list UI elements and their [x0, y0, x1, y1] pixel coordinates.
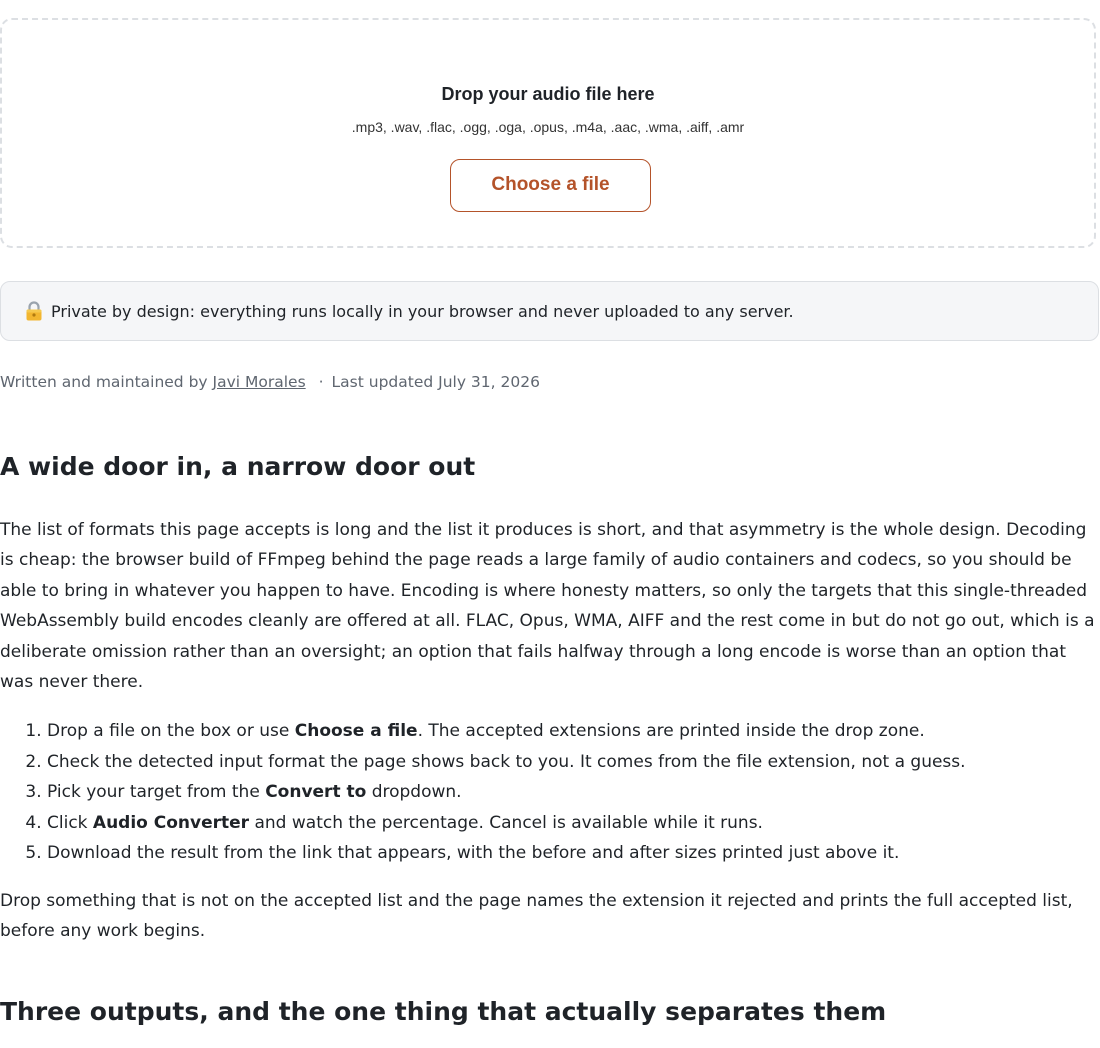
choose-file-button[interactable]: Choose a file	[450, 159, 651, 212]
accepted-formats: .mp3, .wav, .flac, .ogg, .oga, .opus, .m4a, .aac, .wma, .aiff, .amr	[351, 119, 745, 135]
list-item: 1. Drop a file on the box or use Choose a file. The accepted extensions are printed inside the drop zone.	[47, 716, 966, 747]
section-heading: A wide door in, a narrow door out	[0, 452, 476, 481]
privacy-notice	[0, 281, 1099, 341]
list-item: 5. Download the result from the link that appears, with the before and after sizes printed just above it.	[47, 838, 966, 869]
lock-icon	[25, 301, 43, 321]
last-updated: Last updated July 31, 2026	[331, 373, 540, 391]
author-link[interactable]: Javi Morales	[212, 373, 306, 391]
list-item: 2. Check the detected input format the page shows back to you. It comes from the file extension, not a guess.	[47, 747, 966, 778]
privacy-text: Private by design: everything runs locally in your browser and never uploaded to any server.	[51, 301, 794, 321]
list-item: 4. Click Audio Converter and watch the percentage. Cancel is available while it runs.	[47, 808, 966, 839]
steps-list	[0, 716, 966, 869]
byline-prefix: Written and maintained by	[0, 373, 208, 391]
byline-separator: ·	[318, 373, 324, 391]
intro-paragraph: The list of formats this page accepts is long and the list it produces is short, and that asymmetry is the whole design. Decoding is cheap: the browser build of FFmpeg behind the page reads a large family of audio containers and codecs, so you should be able to bring in whatever you happen to have. Encoding is where honesty matters, so only the targets that this single-threaded WebAssembly build encodes cleanly are offered at all. FLAC, Opus, WMA, AIFF and the rest come in but do not go out, which is a deliberate omission rather than an oversight; an option that fails halfway through a long encode is worse than an option that was never there.	[0, 520, 1095, 693]
byline	[0, 373, 540, 391]
list-item: 3. Pick your target from the Convert to dropdown.	[47, 777, 966, 808]
drop-zone-title: Drop your audio file here	[441, 84, 655, 104]
file-drop-zone[interactable]	[0, 18, 1096, 248]
closing-paragraph: Drop something that is not on the accepted list and the page names the extension it rejected and prints the full accepted list, before any work begins.	[0, 891, 1073, 942]
section-heading-2: Three outputs, and the one thing that actually separates them	[0, 997, 887, 1026]
